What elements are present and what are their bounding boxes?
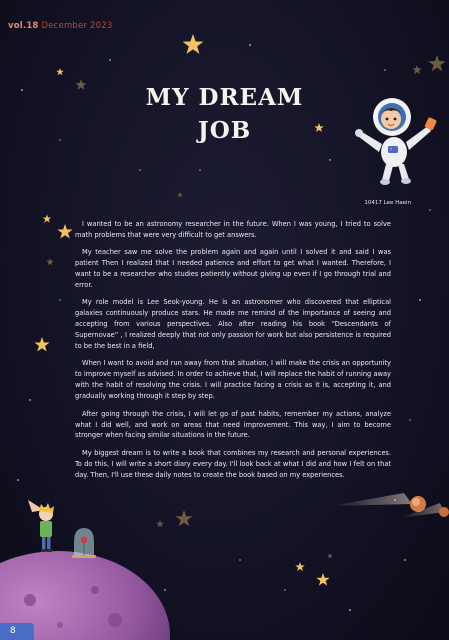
star-icon — [183, 34, 204, 54]
star-icon — [34, 337, 49, 351]
paragraph: I wanted to be an astronomy researcher in the future. When I was young, I tried to solve math problems that were very difficult to get answers. — [75, 219, 391, 239]
author-byline: 10417 Lee Haein — [364, 200, 411, 206]
star-icon — [327, 553, 333, 558]
article-body — [75, 219, 391, 487]
paragraph: My teacher saw me solve the problem again and again until I solved it and said I was patient Then I realized that I needed patience and effort to get what I wanted. Therefore, I want to be a researcher who studies patiently without giving up even if I go through trial and error. — [75, 247, 391, 290]
star-icon — [316, 573, 329, 586]
star-icon — [295, 562, 305, 571]
page-number: 8 — [0, 623, 34, 640]
star-icon — [43, 215, 52, 223]
star-icon — [46, 258, 54, 265]
rose-dome-illustration — [72, 528, 96, 558]
article-title-line1: MY DREAM — [145, 84, 304, 111]
star-icon — [428, 55, 445, 71]
star-icon — [57, 224, 72, 238]
little-prince-illustration — [28, 500, 54, 552]
star-icon — [156, 520, 164, 527]
star-icon — [56, 68, 64, 75]
issue-label — [8, 21, 112, 31]
star-icon — [177, 192, 183, 197]
comet-illustration — [330, 493, 449, 518]
paragraph: My role model is Lee Seok-young. He is an astronomer who discovered that elliptical galaxies continuously produce stars. He made me remind of the importance of seeing and accepting from various perspectives. Also after reading his book “Descendants of Supernovae” , I realized deeply that not only passion for work but also persistence is required to be the best in a field, — [75, 297, 391, 351]
issue-volume: vol.18 — [8, 21, 39, 31]
star-icon — [175, 510, 192, 526]
star-icon — [412, 65, 422, 74]
issue-date: December 2023 — [41, 21, 113, 31]
paragraph: My biggest dream is to write a book that combines my research and personal experiences. To do this, I will write a short diary every day. I'll look back at what I did and how I felt on that day. Then, I'll use these daily notes to create the book based on my experiences. — [75, 447, 391, 479]
paragraph: After going through the crisis, I will let go of past habits, remember my actions, analyze what I did well, and work on areas that need improvement. This way, I aim to become stronger when facing similar situations in the future. — [75, 408, 391, 440]
paragraph: When I want to avoid and run away from that situation, I will make the crisis an opportunity to improve myself as advised. In order to achieve that, I will replace the habit of running away with the habit of resolving the crisis. I will practice facing a crisis as it is, accepting it, and gradually working through it step by step. — [75, 358, 391, 401]
article-title-line2: JOB — [197, 117, 252, 144]
